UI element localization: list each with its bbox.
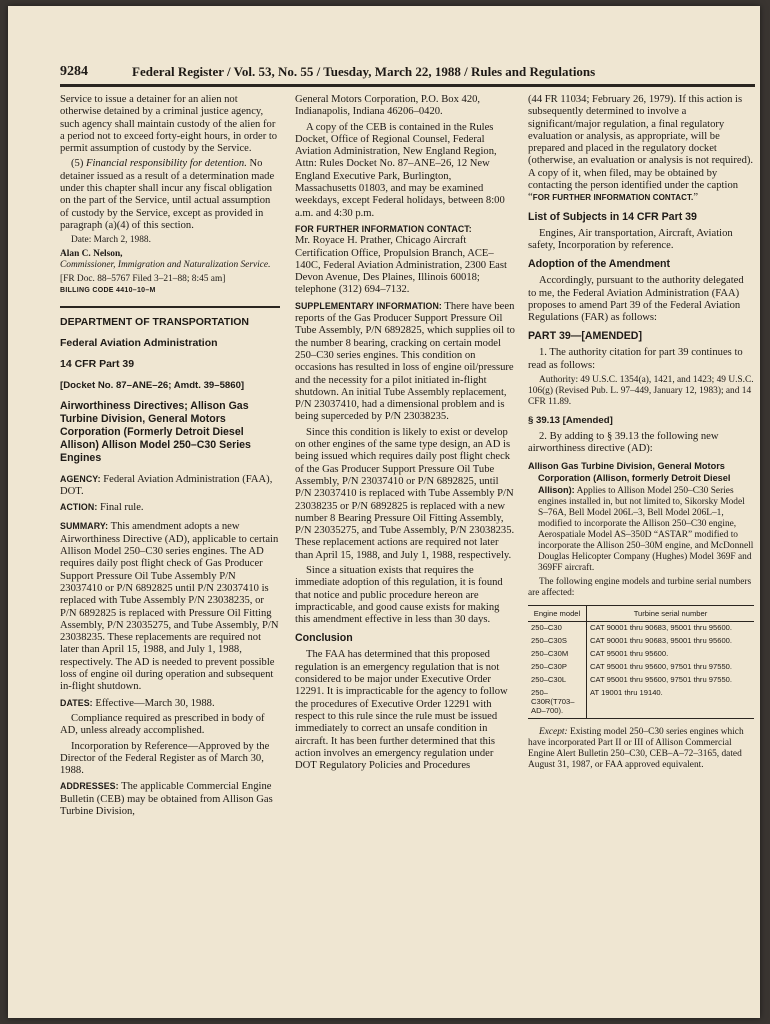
- header-rule: [60, 84, 755, 87]
- engine-model-cell: 250–C30P: [531, 661, 567, 671]
- caption-reference: FOR FURTHER INFORMATION CONTACT.: [532, 193, 694, 203]
- dates-text: Effective—March 30, 1988.: [92, 697, 215, 709]
- page-number: 9284: [60, 64, 88, 79]
- incorporation-paragraph: Incorporation by Reference—Approved by the Director of the Federal Register as of March 30, 1988.: [60, 740, 270, 777]
- paragraph-number: (5): [71, 158, 84, 170]
- part-heading: PART 39—[AMENDED]: [528, 330, 642, 343]
- adoption-heading: Adoption of the Amendment: [528, 258, 671, 271]
- authority-citation: Authority: 49 U.S.C. 1354(a), 1421, and 1423; 49 U.S.C. 106(g) (Revised Pub. L. 97–449, January 12, 1983); and 14 CFR 11.89.: [528, 375, 754, 408]
- dates-line: [60, 697, 280, 710]
- ad-text: Applies to Allison Model 250–C30 Series engines installed in, but not limited to, Sikorsky Model S–76A, Bell Model 206L–3, Bell Model 206L–1, modified to incorporate the Allison 250–C30 engine, Aerospatiale Model AS–350D “ASTAR” modified to incorporate the Allison 250–30M engine, and McDonnell Douglas Helicopter Company (Hughes) Model 369F and 369FF aircraft.: [538, 485, 754, 573]
- item-1: 1. The authority citation for part 39 continues to read as follows:: [528, 347, 743, 371]
- serial-number-cell: CAT 90001 thru 90683, 95001 thru 95600.: [587, 635, 755, 648]
- ad-entry: [528, 461, 754, 574]
- supplementary-paragraph: [295, 300, 515, 424]
- summary-label: SUMMARY:: [60, 521, 109, 532]
- conclusion-heading: Conclusion: [295, 632, 353, 645]
- paragraph: Since this condition is likely to exist or develop on other engines of the same type design, an AD is being issued which requires daily post flight check of the Gas Producer Support Pressure Oil Tube Assembly, P/N 23037410 or P/N 6892825, until P/N 23037410 is replaced with Tube Assembly P/N 23038235 or P/N 6892825 is replaced with a new number 8 Bearing Pressure Oil Fitting Assembly, P/N 23035275, and Tube Assembly, P/N 23038235. These replacement actions are required not later than April 15, 1988, and July 1, 1988, respectively.: [295, 426, 515, 561]
- serial-number-cell: CAT 95001 thru 95600, 97501 thru 97550.: [587, 674, 755, 687]
- subjects-heading: List of Subjects in 14 CFR Part 39: [528, 210, 697, 223]
- paragraph: General Motors Corporation, P.O. Box 420, Indianapolis, Indiana 46206–0420.: [295, 94, 481, 118]
- except-label: Except:: [539, 726, 568, 737]
- section-divider: [60, 306, 280, 308]
- billing-code: BILLING CODE 4410–10–M: [60, 287, 156, 295]
- table-row: [528, 661, 754, 674]
- table-row: [528, 687, 754, 719]
- running-title: Federal Register / Vol. 53, No. 55 / Tuesday, March 22, 1988 / Rules and Regulations: [132, 64, 596, 79]
- contact-label: FOR FURTHER INFORMATION CONTACT:: [295, 223, 472, 234]
- except-text: Existing model 250–C30 series engines which have incorporated Part II or III of Allison Commercial Engine Alert Bulletin 250–C30, CEB–A–72–3165, dated August 31, 1987, or FAA approved equivalent.: [528, 726, 744, 770]
- serial-number-cell: CAT 90001 thru 90683, 95001 thru 95600.: [587, 621, 755, 635]
- action-line: [60, 501, 280, 514]
- table-intro: The following engine models and turbine serial numbers are affected:: [528, 576, 752, 598]
- column-1: [60, 94, 280, 821]
- section-heading: § 39.13 [Amended]: [528, 415, 613, 427]
- action-label: ACTION:: [60, 502, 98, 513]
- paragraph-text: (44 FR 11034; February 26, 1979). If this action is subsequently determined to involve a significant/major regulation, a final regulatory evaluation or analysis, as appropriate, will be prepared and placed in the regulatory docket (otherwise, an evaluation or analysis is not required). A copy of it, when filed, may be obtained by contacting the person identified under the caption “: [528, 94, 754, 204]
- summary-paragraph: [60, 520, 280, 693]
- paragraph: Since a situation exists that requires the immediate adoption of this regulation, it is found that notice and public procedure hereon are impracticable, and good cause exists for making this amendment effective in less than 30 days.: [295, 564, 503, 626]
- column-3: [528, 94, 754, 774]
- addresses-text: The applicable Commercial Engine Bulletin (CEB) may be obtained from Allison Gas Turbine Division,: [60, 781, 273, 817]
- addresses-paragraph: [60, 780, 280, 818]
- engine-model-cell: 250–C30M: [531, 648, 569, 658]
- summary-text: This amendment adopts a new Airworthiness Directive (AD), applicable to certain Allison Model 250–C30 series engines. The AD requires daily post flight check of Gas Producer Support Pressure Oil Tube Assembly P/N 23037410 or P/N 6892825 until P/N 23037410 is replaced with Tube Assembly P/N 23038235, or P/N 6892825 is replaced with Pressure Oil Fitting Assembly, P/N 23035275, and Tube Assembly, P/N 23038235. These replacements are required not later than April 15, 1988, and July 1, 1988, respectively. The AD is needed to prevent possible loss of engine oil during operation and subsequent in-flight shutdown.: [60, 521, 279, 693]
- paragraph-text: No detainer issued as a result of a determination made under this chapter shall incur any fiscal obligation on the part of the Service, until actual assumption of custody by the Service, except as provided in paragraph (a)(4) of this section.: [60, 158, 275, 231]
- signer-name: Alan C. Nelson,: [60, 249, 123, 260]
- adoption-text: Accordingly, pursuant to the authority delegated to me, the Federal Aviation Administration (FAA) proposes to amend Part 39 of the Federal Aviation Regulations (FAR) as follows:: [528, 275, 744, 324]
- docket-heading: [Docket No. 87–ANE–26; Amdt. 39–5860]: [60, 379, 245, 391]
- table-row: [528, 621, 754, 635]
- engine-model-cell: 250–C30R(T703–AD–700).: [528, 687, 587, 719]
- column-header-serial-number: Turbine serial number: [587, 605, 755, 621]
- document-title: Airworthiness Directives; Allison Gas Turbine Division, General Motors Corporation (Formerly Detroit Diesel Allison) Allison Model 250–C30 Series Engines: [60, 399, 251, 464]
- agency-heading: Federal Aviation Administration: [60, 336, 218, 349]
- fr-doc-line: [FR Doc. 88–5767 Filed 3–21–88; 8:45 am]: [60, 274, 226, 285]
- table-row: [528, 635, 754, 648]
- action-text: Final rule.: [97, 502, 144, 514]
- paragraph-title: Financial responsibility for detention.: [86, 158, 247, 170]
- compliance-paragraph: Compliance required as prescribed in body of AD, unless already accomplished.: [60, 712, 265, 737]
- paragraph: [528, 94, 754, 205]
- column-header-engine-model: Engine model: [528, 605, 587, 621]
- serial-number-cell: CAT 95001 thru 95600.: [587, 648, 755, 661]
- column-2: [295, 94, 515, 775]
- table-row: [528, 674, 754, 687]
- supplementary-text: There have been reports of the Gas Producer Support Pressure Oil Tube Assembly, P/N 6892825, which supplies oil to the number 8 bearing, cracking on certain model 250–C30 series engines. This condition on occasions has resulted in loss of engine oil/pressure and the necessity for a pilot initiated in-flight shutdown. An initial Tube Assembly replacement, P/N 23037410, had a dimensional problem and is being superceded by P/N 23038235.: [295, 300, 515, 423]
- agency-line: [60, 473, 280, 499]
- addresses-label: ADDRESSES:: [60, 781, 119, 792]
- engine-model-cell: 250–C30S: [531, 635, 567, 645]
- paragraph: A copy of the CEB is contained in the Rules Docket, Office of Regional Counsel, Federal Aviation Administration, New England Region, Attn: Rules Docket No. 87–ANE–26, 12 New England Executive Park, Burlington, Massachusetts 01803, and may be examined weekdays, except Federal holidays, between 8:00 a.m. and 4:30 p.m.: [295, 121, 505, 219]
- subjects-text: Engines, Air transportation, Aircraft, Aviation safety, Incorporation by reference.: [528, 227, 733, 251]
- date-line: Date: March 2, 1988.: [71, 235, 151, 246]
- serial-number-cell: AT 19001 thru 19140.: [587, 687, 755, 719]
- running-header: [60, 64, 755, 84]
- engine-serial-table: [528, 605, 754, 719]
- department-heading: DEPARTMENT OF TRANSPORTATION: [60, 315, 249, 328]
- item-2: 2. By adding to § 39.13 the following new airworthiness directive (AD):: [528, 431, 719, 455]
- paragraph: The FAA has determined that this proposed regulation is an emergency regulation that is not considered to be major under Executive Order 12291. It is impracticable for the agency to follow the procedures of Executive Order 12291 with respect to this rule since the rule must be issued immediately to correct an unsafe condition in aircraft. It has been further determined that this action involves an emergency regulation under DOT Regulatory Policies and Procedures: [295, 649, 508, 772]
- table-header-row: [528, 605, 754, 621]
- paragraph: Service to issue a detainer for an alien not otherwise detained by a criminal justice agency, such agency shall maintain custody of the alien for a period not to exceed forty-eight hours, in order to permit assumption of custody by the Service.: [60, 94, 278, 155]
- engine-model-cell: 250–C30L: [531, 674, 567, 684]
- agency-text: Federal Aviation Administration (FAA), DOT.: [60, 473, 273, 497]
- dates-label: DATES:: [60, 697, 93, 708]
- supplementary-label: SUPPLEMENTARY INFORMATION:: [295, 300, 442, 311]
- paragraph-financial-responsibility: [60, 158, 280, 232]
- document-page: [8, 6, 760, 1018]
- signer-title: Commissioner, Immigration and Naturalization Service.: [60, 260, 271, 271]
- ad-applicant: Allison Gas Turbine Division, General Motors Corporation (Allison, formerly Detroit Diesel Allison):: [528, 460, 731, 495]
- contact-text: Mr. Royace H. Prather, Chicago Aircraft Certification Office, Propulsion Branch, ACE–140C, Federal Aviation Administration, 2300 East Devon Avenue, Des Plaines, Illinois 60018; telephone (312) 694–7132.: [295, 235, 507, 296]
- except-paragraph: [528, 727, 754, 771]
- close-quote: ”: [693, 192, 699, 204]
- agency-label: AGENCY:: [60, 473, 101, 484]
- engine-model-cell: 250–C30: [531, 622, 562, 632]
- serial-number-cell: CAT 95001 thru 95600, 97501 thru 97550.: [587, 661, 755, 674]
- cfr-heading: 14 CFR Part 39: [60, 357, 135, 370]
- table-row: [528, 648, 754, 661]
